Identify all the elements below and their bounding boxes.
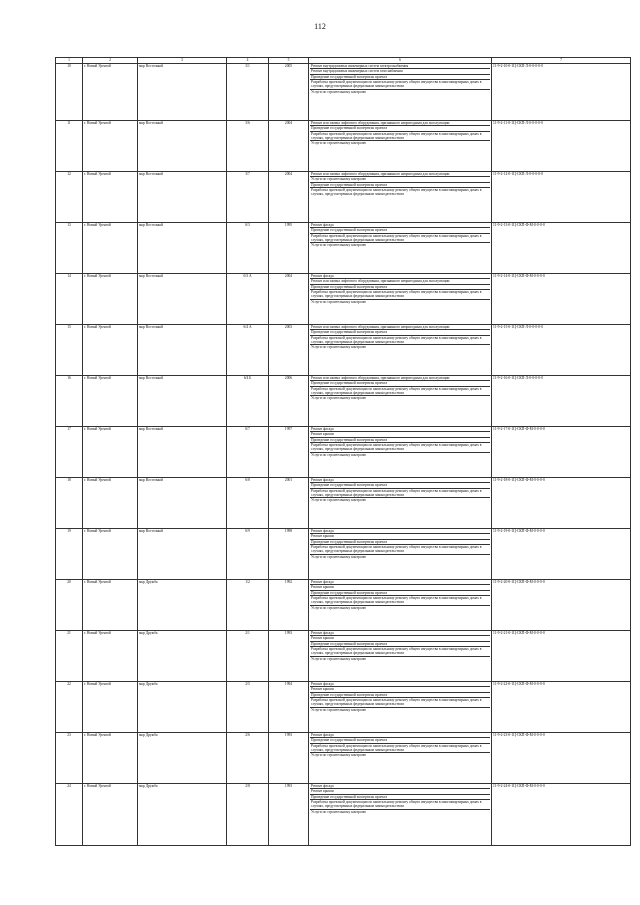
work-item: Разработка проектной документации по капитальному ремонту общего имущества в многоквартирных домах в случаях, предусмотренных федеральным законодательством bbox=[310, 698, 490, 708]
column-header: 1 bbox=[56, 58, 83, 64]
build-year-cell: 2004 bbox=[269, 121, 309, 172]
build-year-cell: 1993 bbox=[269, 631, 309, 682]
build-year-cell: 1997 bbox=[269, 427, 309, 478]
works-cell bbox=[309, 376, 492, 427]
work-code-cell: 11-9-2-10-0-1Ц-СКП-Л-0-0-0-0-0 bbox=[492, 64, 631, 121]
build-year-cell: 1993 bbox=[269, 784, 309, 846]
build-year-cell: 2001 bbox=[269, 478, 309, 529]
work-code-cell: 11-9-2-12-0-1Ц-СКП-Л-0-0-0-0-0 bbox=[492, 172, 631, 223]
city-cell: г. Новый Уренгой bbox=[83, 733, 138, 784]
works-cell bbox=[309, 784, 492, 846]
works-cell bbox=[309, 733, 492, 784]
work-item: Разработка проектной документации по капитальному ремонту общего имущества в многоквартирных домах в случаях, предусмотренных федеральным законодательством bbox=[310, 132, 490, 142]
works-cell bbox=[309, 427, 492, 478]
city-cell: г. Новый Уренгой bbox=[83, 631, 138, 682]
works-list bbox=[310, 478, 490, 503]
work-item: Ремонт фасада bbox=[310, 784, 490, 789]
row-number-cell: 19 bbox=[56, 529, 83, 580]
work-item: Услуги по строительному контролю bbox=[311, 809, 367, 814]
works-cell bbox=[309, 580, 492, 631]
build-year-cell: 2004 bbox=[269, 274, 309, 325]
table-row bbox=[56, 529, 631, 580]
row-number-cell: 14 bbox=[56, 274, 83, 325]
work-item: Услуги по строительному контролю bbox=[310, 177, 490, 182]
work-item: Разработка проектной документации по капитальному ремонту общего имущества в многоквартирных домах в случаях, предусмотренных федеральным законодательством bbox=[310, 596, 490, 606]
table-row bbox=[56, 121, 631, 172]
work-item: Разработка проектной документации по капитальному ремонту общего имущества в многоквартирных домах в случаях, предусмотренных федеральным законодательством bbox=[310, 800, 490, 810]
work-item: Ремонт или замена лифтового оборудования, признанного непригодным для эксплуатации bbox=[310, 376, 490, 381]
work-item: Разработка проектной документации по капитальному ремонту общего имущества в многоквартирных домах в случаях, предусмотренных федеральным законодательством bbox=[311, 188, 482, 197]
table-row bbox=[56, 274, 631, 325]
work-item: Услуги по строительному контролю bbox=[311, 554, 367, 559]
work-item: Проведение государственной экспертизы проекта bbox=[310, 75, 490, 80]
table-row bbox=[56, 733, 631, 784]
column-header: 7 bbox=[492, 58, 631, 64]
works-cell bbox=[309, 325, 492, 376]
works-list bbox=[310, 682, 490, 712]
works-cell bbox=[309, 274, 492, 325]
house-number-cell: 2/5 bbox=[227, 682, 269, 733]
work-item: Ремонт внутридомовых инженерных систем газоснабжения bbox=[310, 69, 490, 74]
work-item: Разработка проектной документации по капитальному ремонту общего имущества в многоквартирных домах в случаях, предусмотренных федеральным законодательством bbox=[310, 744, 490, 754]
table-body bbox=[56, 64, 631, 846]
work-item: Услуги по строительному контролю bbox=[311, 396, 367, 401]
work-item: Разработка проектной документации по капитальному ремонту общего имущества в многоквартирных домах в случаях, предусмотренных федеральным законодательством bbox=[310, 387, 490, 397]
district-cell: мкр Дружба bbox=[138, 682, 227, 733]
table-row bbox=[56, 580, 631, 631]
work-item: Проведение государственной экспертизы проекта bbox=[310, 330, 490, 335]
work-item: Проведение государственной экспертизы проекта bbox=[310, 738, 490, 743]
table-row bbox=[56, 172, 631, 223]
city-cell: г. Новый Уренгой bbox=[83, 121, 138, 172]
row-number-cell: 24 bbox=[56, 784, 83, 846]
works-list bbox=[310, 427, 490, 457]
work-item: Услуги по строительному контролю bbox=[311, 141, 367, 146]
row-number-cell: 23 bbox=[56, 733, 83, 784]
city-cell: г. Новый Уренгой bbox=[83, 580, 138, 631]
build-year-cell: 2004 bbox=[269, 172, 309, 223]
table-row bbox=[56, 325, 631, 376]
work-item: Услуги по строительному контролю bbox=[311, 299, 367, 304]
row-number-cell: 12 bbox=[56, 172, 83, 223]
house-number-cell: 6/8 bbox=[227, 478, 269, 529]
work-item: Проведение государственной экспертизы проекта bbox=[310, 438, 490, 443]
district-cell: мкр Восточный bbox=[138, 427, 227, 478]
row-number-cell: 20 bbox=[56, 580, 83, 631]
work-item: Проведение государственной экспертизы проекта bbox=[310, 693, 490, 698]
work-item: Ремонт фасада bbox=[310, 682, 490, 687]
work-item: Ремонт внутридомовых инженерных систем электроснабжения bbox=[310, 64, 490, 69]
city-cell: г. Новый Уренгой bbox=[83, 274, 138, 325]
build-year-cell: 1995 bbox=[269, 223, 309, 274]
table-row bbox=[56, 376, 631, 427]
work-code-cell: 11-9-2-24-0-1Ц-СКП-Ф-М-0-0-0-0 bbox=[492, 784, 631, 846]
work-item: Проведение государственной экспертизы проекта bbox=[310, 381, 490, 386]
build-year-cell: 1998 bbox=[269, 529, 309, 580]
work-code-cell: 11-9-2-18-0-1Ц-СКП-Ф-М-0-0-0-0 bbox=[492, 478, 631, 529]
works-list bbox=[310, 223, 490, 248]
work-item: Ремонт крыши bbox=[310, 534, 490, 539]
row-number-cell: 10 bbox=[56, 64, 83, 121]
house-number-cell: 2/6 bbox=[227, 733, 269, 784]
work-item: Ремонт фасада bbox=[310, 733, 490, 738]
house-number-cell: 6/9 bbox=[227, 529, 269, 580]
work-item: Разработка проектной документации по капитальному ремонту общего имущества в многоквартирных домах в случаях, предусмотренных федеральным законодательством bbox=[310, 545, 490, 555]
city-cell: г. Новый Уренгой bbox=[83, 172, 138, 223]
work-item: Разработка проектной документации по капитальному ремонту общего имущества в многоквартирных домах в случаях, предусмотренных федеральным законодательством bbox=[310, 234, 490, 244]
work-item: Ремонт или замена лифтового оборудования, признанного непригодным для эксплуатации bbox=[310, 279, 490, 284]
work-item: Проведение государственной экспертизы проекта bbox=[310, 591, 490, 596]
house-number-cell: 6/4 Б bbox=[227, 376, 269, 427]
city-cell: г. Новый Уренгой bbox=[83, 376, 138, 427]
row-number-cell: 17 bbox=[56, 427, 83, 478]
table-row bbox=[56, 682, 631, 733]
work-item: Услуги по строительному контролю bbox=[311, 498, 367, 503]
work-item: Ремонт фасада bbox=[310, 580, 490, 585]
work-code-cell: 11-9-2-21-0-1Ц-СКП-Ф-М-0-0-0-0 bbox=[492, 631, 631, 682]
district-cell: мкр Восточный bbox=[138, 121, 227, 172]
city-cell: г. Новый Уренгой bbox=[83, 325, 138, 376]
works-list bbox=[310, 376, 490, 401]
district-cell: мкр Дружба bbox=[138, 580, 227, 631]
work-item: Ремонт крыши bbox=[310, 789, 490, 794]
works-list bbox=[310, 172, 490, 197]
row-number-cell: 13 bbox=[56, 223, 83, 274]
work-code-cell: 11-9-2-13-0-1Ц-СКП-Ф-М-0-0-0-0 bbox=[492, 223, 631, 274]
city-cell: г. Новый Уренгой bbox=[83, 478, 138, 529]
works-cell bbox=[309, 121, 492, 172]
district-cell: мкр Дружба bbox=[138, 631, 227, 682]
work-code-cell: 11-9-2-20-0-1Ц-СКП-Ф-М-0-0-0-0 bbox=[492, 580, 631, 631]
city-cell: г. Новый Уренгой bbox=[83, 223, 138, 274]
row-number-cell: 16 bbox=[56, 376, 83, 427]
work-item: Ремонт крыши bbox=[310, 687, 490, 692]
house-number-cell: 3/1 bbox=[227, 64, 269, 121]
city-cell: г. Новый Уренгой bbox=[83, 427, 138, 478]
district-cell: мкр Восточный bbox=[138, 223, 227, 274]
table-row bbox=[56, 478, 631, 529]
work-item: Услуги по строительному контролю bbox=[311, 753, 367, 758]
work-item: Ремонт крыши bbox=[310, 585, 490, 590]
work-item: Ремонт фасада bbox=[310, 478, 490, 483]
works-list bbox=[310, 121, 490, 146]
work-item: Ремонт крыши bbox=[310, 636, 490, 641]
work-item: Проведение государственной экспертизы проекта bbox=[310, 540, 490, 545]
works-cell bbox=[309, 223, 492, 274]
column-header: 6 bbox=[309, 58, 492, 64]
row-number-cell: 18 bbox=[56, 478, 83, 529]
house-number-cell: 2/8 bbox=[227, 784, 269, 846]
city-cell: г. Новый Уренгой bbox=[83, 784, 138, 846]
house-number-cell: 6/3 А bbox=[227, 274, 269, 325]
works-list bbox=[310, 64, 490, 94]
works-list bbox=[310, 631, 490, 661]
works-list bbox=[310, 733, 490, 758]
row-number-cell: 15 bbox=[56, 325, 83, 376]
work-code-cell: 11-9-2-23-0-1Ц-СКП-Ф-М-0-0-0-0 bbox=[492, 733, 631, 784]
district-cell: мкр Восточный bbox=[138, 529, 227, 580]
work-item: Ремонт или замена лифтового оборудования, признанного непригодным для эксплуатации bbox=[310, 121, 490, 126]
work-item: Проведение государственной экспертизы проекта bbox=[310, 285, 490, 290]
city-cell: г. Новый Уренгой bbox=[83, 682, 138, 733]
work-item: Ремонт фасада bbox=[310, 223, 490, 228]
work-item: Разработка проектной документации по капитальному ремонту общего имущества в многоквартирных домах в случаях, предусмотренных федеральным законодательством bbox=[310, 80, 490, 90]
district-cell: мкр Восточный bbox=[138, 64, 227, 121]
work-item: Ремонт фасада bbox=[310, 529, 490, 534]
city-cell: г. Новый Уренгой bbox=[83, 64, 138, 121]
build-year-cell: 1992 bbox=[269, 580, 309, 631]
work-item: Проведение государственной экспертизы проекта bbox=[310, 795, 490, 800]
build-year-cell: 2006 bbox=[269, 376, 309, 427]
work-item: Проведение государственной экспертизы проекта bbox=[310, 483, 490, 488]
work-item: Услуги по строительному контролю bbox=[311, 656, 367, 661]
page-number: 112 bbox=[314, 22, 326, 31]
work-item: Ремонт крыши bbox=[310, 432, 490, 437]
table-row bbox=[56, 223, 631, 274]
table-row bbox=[56, 427, 631, 478]
build-year-cell: 1994 bbox=[269, 682, 309, 733]
work-item: Услуги по строительному контролю bbox=[311, 243, 367, 248]
column-header: 2 bbox=[83, 58, 138, 64]
house-number-cell: 2/1 bbox=[227, 631, 269, 682]
work-item: Разработка проектной документации по капитальному ремонту общего имущества в многоквартирных домах в случаях, предусмотренных федеральным законодательством bbox=[310, 443, 490, 453]
work-item: Услуги по строительному контролю bbox=[311, 605, 367, 610]
house-number-cell: 6/4 А bbox=[227, 325, 269, 376]
row-number-cell: 11 bbox=[56, 121, 83, 172]
work-item: Разработка проектной документации по капитальному ремонту общего имущества в многоквартирных домах в случаях, предусмотренных федеральным законодательством bbox=[310, 290, 490, 300]
district-cell: мкр Дружба bbox=[138, 784, 227, 846]
row-number-cell: 22 bbox=[56, 682, 83, 733]
works-cell bbox=[309, 172, 492, 223]
work-item: Услуги по строительному контролю bbox=[311, 707, 367, 712]
work-item: Ремонт фасада bbox=[310, 427, 490, 432]
works-cell bbox=[309, 64, 492, 121]
work-code-cell: 11-9-2-15-0-1Ц-СКП-Л-0-0-0-0-0 bbox=[492, 325, 631, 376]
work-code-cell: 11-9-2-11-0-1Ц-СКП-Л-0-0-0-0-0 bbox=[492, 121, 631, 172]
city-cell: г. Новый Уренгой bbox=[83, 529, 138, 580]
district-cell: мкр Восточный bbox=[138, 478, 227, 529]
work-item: Проведение государственной экспертизы проекта bbox=[310, 228, 490, 233]
works-cell bbox=[309, 529, 492, 580]
house-number-cell: 6/7 bbox=[227, 427, 269, 478]
work-item: Ремонт фасада bbox=[310, 631, 490, 636]
work-item: Проведение государственной экспертизы проекта bbox=[310, 642, 490, 647]
work-item: Услуги по строительному контролю bbox=[311, 345, 367, 350]
house-number-cell: 3/6 bbox=[227, 121, 269, 172]
works-list bbox=[310, 784, 490, 814]
column-header: 5 bbox=[269, 58, 309, 64]
works-cell bbox=[309, 682, 492, 733]
district-cell: мкр Восточный bbox=[138, 376, 227, 427]
work-item: Разработка проектной документации по капитальному ремонту общего имущества в многоквартирных домах в случаях, предусмотренных федеральным законодательством bbox=[310, 336, 490, 346]
table-row bbox=[56, 64, 631, 121]
works-list bbox=[310, 274, 490, 304]
work-item: Услуги по строительному контролю bbox=[311, 452, 367, 457]
work-code-cell: 11-9-2-17-0-1Ц-СКП-Ф-М-0-0-0-0 bbox=[492, 427, 631, 478]
column-header: 3 bbox=[138, 58, 227, 64]
work-code-cell: 11-9-2-19-0-1Ц-СКП-Ф-М-0-0-0-0 bbox=[492, 529, 631, 580]
district-cell: мкр Восточный bbox=[138, 274, 227, 325]
works-cell bbox=[309, 478, 492, 529]
work-item: Ремонт или замена лифтового оборудования, признанного непригодным для эксплуатации bbox=[310, 325, 490, 330]
works-cell bbox=[309, 631, 492, 682]
build-year-cell: 2005 bbox=[269, 64, 309, 121]
build-year-cell: 2003 bbox=[269, 325, 309, 376]
work-item: Ремонт или замена лифтового оборудования, признанного непригодным для эксплуатации bbox=[310, 172, 490, 177]
district-cell: мкр Дружба bbox=[138, 733, 227, 784]
works-list bbox=[310, 529, 490, 559]
table-row bbox=[56, 784, 631, 846]
work-item: Проведение государственной экспертизы проекта bbox=[310, 183, 490, 188]
works-list bbox=[310, 580, 490, 610]
column-header: 4 bbox=[227, 58, 269, 64]
house-number-cell: 1/2 bbox=[227, 580, 269, 631]
work-code-cell: 11-9-2-22-0-1Ц-СКП-Ф-М-0-0-0-0 bbox=[492, 682, 631, 733]
house-number-cell: 3/7 bbox=[227, 172, 269, 223]
repair-register-table bbox=[55, 57, 631, 846]
house-number-cell: 6/3 bbox=[227, 223, 269, 274]
works-list bbox=[310, 325, 490, 350]
work-item: Услуги по строительному контролю bbox=[311, 89, 367, 94]
district-cell: мкр Восточный bbox=[138, 172, 227, 223]
row-number-cell: 21 bbox=[56, 631, 83, 682]
work-item: Разработка проектной документации по капитальному ремонту общего имущества в многоквартирных домах в случаях, предусмотренных федеральным законодательством bbox=[310, 647, 490, 657]
build-year-cell: 1993 bbox=[269, 733, 309, 784]
work-item: Разработка проектной документации по капитальному ремонту общего имущества в многоквартирных домах в случаях, предусмотренных федеральным законодательством bbox=[310, 489, 490, 499]
work-code-cell: 11-9-2-16-0-1Ц-СКП-Л-0-0-0-0-0 bbox=[492, 376, 631, 427]
table-row bbox=[56, 631, 631, 682]
work-code-cell: 11-9-2-14-0-1Ц-СКП-Ф-М-0-0-0-0 bbox=[492, 274, 631, 325]
district-cell: мкр Восточный bbox=[138, 325, 227, 376]
work-item: Ремонт фасада bbox=[310, 274, 490, 279]
work-item: Проведение государственной экспертизы проекта bbox=[310, 126, 490, 131]
